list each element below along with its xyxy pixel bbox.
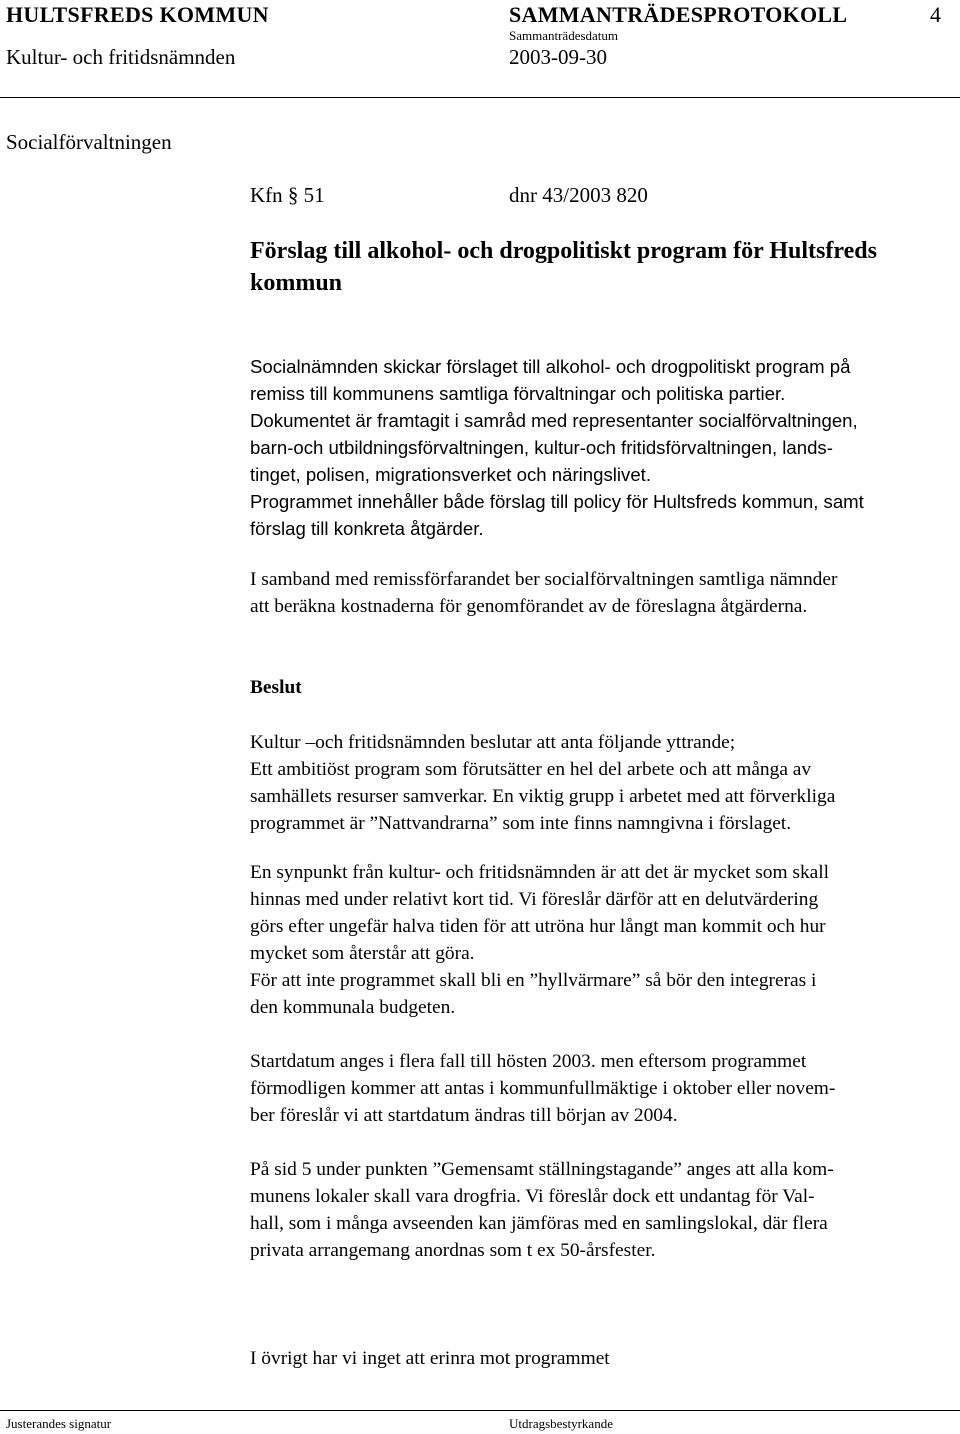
decision-line: privata arrangemang anordnas som t ex 50-årsfester. <box>250 1240 656 1261</box>
case-dnr: dnr 43/2003 820 <box>509 183 648 207</box>
decision-line: Ett ambitiöst program som förutsätter en hel del arbete och att många av <box>250 759 812 780</box>
background-line: Programmet innehåller både förslag till policy för Hultsfreds kommun, samt <box>250 491 864 512</box>
remiss-line: I samband med remissförfarandet ber socialförvaltningen samtliga nämnder <box>250 569 838 590</box>
date-label: Sammanträdesdatum <box>509 28 619 43</box>
decision-line: Startdatum anges i flera fall till hösten 2003. men eftersom programmet <box>250 1051 807 1072</box>
page-number: 4 <box>930 2 942 27</box>
meeting-date: 2003-09-30 <box>509 45 607 69</box>
background-line: tinget, polisen, migrationsverket och näringslivet. <box>250 464 652 485</box>
decision-line: För att inte programmet skall bli en ”hyllvärmare” så bör den integreras i <box>250 970 817 991</box>
background-line: Dokumentet är framtagit i samråd med representanter socialförvaltningen, <box>250 410 858 431</box>
case-title-line: kommun <box>250 270 343 296</box>
decision-paragraph <box>250 1048 950 1129</box>
case-title-line: Förslag till alkohol- och drogpolitiskt program för Hultsfreds <box>250 238 877 264</box>
header-rule <box>0 97 960 98</box>
background-line: Socialnämnden skickar förslaget till alkohol- och drogpolitiskt program på <box>250 356 851 377</box>
remiss-paragraph <box>250 566 950 620</box>
case-title <box>250 235 950 299</box>
board-name: Kultur- och fritidsnämnden <box>6 45 236 69</box>
footer-rule <box>0 1410 960 1411</box>
closing-statement: I övrigt har vi inget att erinra mot programmet <box>250 1348 610 1369</box>
decision-line: På sid 5 under punkten ”Gemensamt ställningstagande” anges att alla kom- <box>250 1159 834 1180</box>
background-line: remiss till kommunens samtliga förvaltningar och politiska partier. <box>250 383 786 404</box>
case-ref: Kfn § 51 <box>250 183 325 207</box>
decision-line: programmet är ”Nattvandrarna” som inte finns namngivna i förslaget. <box>250 813 792 834</box>
decision-line: Kultur –och fritidsnämnden beslutar att anta följande yttrande; <box>250 732 736 753</box>
decision-line: samhällets resurser samverkar. En viktig grupp i arbetet med att förverkliga <box>250 786 836 807</box>
decision-paragraph <box>250 1156 950 1264</box>
decision-line: görs efter ungefär halva tiden för att utröna hur långt man kommit och hur <box>250 916 826 937</box>
decision-paragraph <box>250 729 950 837</box>
decision-heading: Beslut <box>250 677 302 698</box>
extract-label: Utdragsbestyrkande <box>509 1416 613 1431</box>
decision-line: ber föreslår vi att startdatum ändras till början av 2004. <box>250 1105 678 1126</box>
remiss-line: att beräkna kostnaderna för genomförandet av de föreslagna åtgärderna. <box>250 596 808 617</box>
recipient: Socialförvaltningen <box>6 130 172 154</box>
background-line: förslag till konkreta åtgärder. <box>250 518 484 539</box>
decision-line: den kommunala budgeten. <box>250 997 456 1018</box>
decision-line: hinnas med under relativt kort tid. Vi föreslår därför att en delutvärdering <box>250 889 819 910</box>
decision-line: munens lokaler skall vara drogfria. Vi föreslår dock ett undantag för Val- <box>250 1186 815 1207</box>
decision-line: mycket som återstår att göra. <box>250 943 475 964</box>
decision-line: hall, som i många avseenden kan jämföras med en samlingslokal, där flera <box>250 1213 828 1234</box>
decision-line: En synpunkt från kultur- och fritidsnämnden är att det är mycket som skall <box>250 862 830 883</box>
decision-paragraph <box>250 859 950 1021</box>
background-paragraph <box>250 353 950 542</box>
decision-line: förmodligen kommer att antas i kommunfullmäktige i oktober eller novem- <box>250 1078 836 1099</box>
signature-label: Justerandes signatur <box>6 1416 112 1431</box>
protocol-title: SAMMANTRÄDESPROTOKOLL <box>509 2 848 27</box>
municipality-name: HULTSFREDS KOMMUN <box>6 2 269 27</box>
background-line: barn-och utbildningsförvaltningen, kultur-och fritidsförvaltningen, lands- <box>250 437 833 458</box>
